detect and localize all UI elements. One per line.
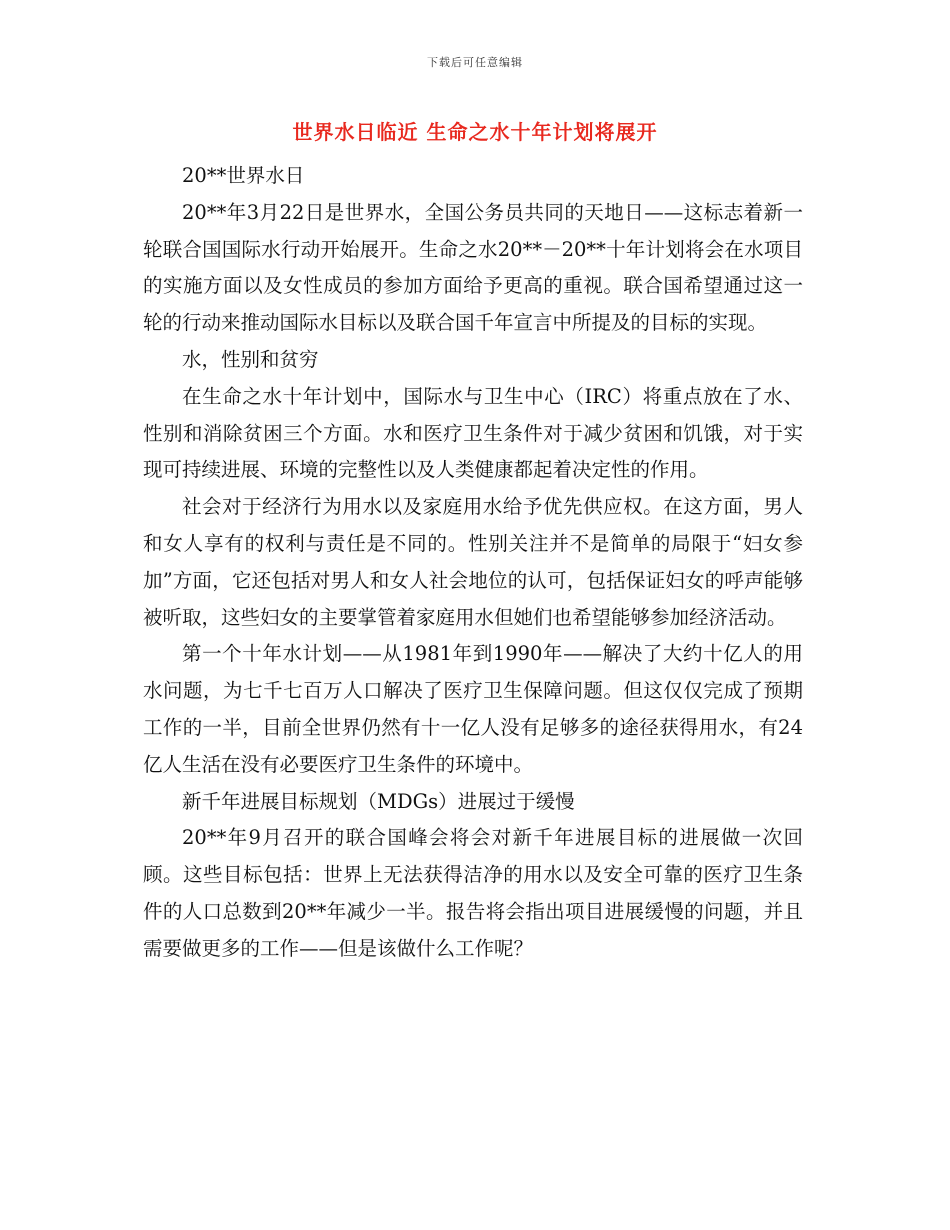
document-title: 世界水日临近 生命之水十年计划将展开 — [292, 120, 658, 144]
paragraph-first-decade: 第一个十年水计划——从1981年到1990年——解决了大约十亿人的用水问题，为七千七百万人口解决了医疗卫生保障问题。但这仅仅完成了预期工作的一半，目前全世界仍然有十一亿人没有足够多的途径获得用水，有24亿人生活在没有必要医疗卫生条件的环境中。 — [143, 642, 803, 776]
paragraph-gender-rights: 社会对于经济行为用水以及家庭用水给予优先供应权。在这方面，男人和女人享有的权利与责任是不同的。性别关注并不是简单的局限于“妇女参加”方面，它还包括对男人和女人社会地位的认可，包括保证妇女的呼声能够被听取，这些妇女的主要掌管着家庭用水但她们也希望能够参加经济活动。 — [143, 495, 803, 629]
subheading-world-water-day: 20**世界水日 — [182, 164, 305, 187]
paragraph-un-summit: 20**年9月召开的联合国峰会将会对新千年进展目标的进展做一次回顾。这些目标包括：世界上无法获得洁净的用水以及安全可靠的医疗卫生条件的人口总数到20**年减少一半。报告将会指出项目进展缓慢的问题，并且需要做更多的工作——但是该做什么工作呢？ — [143, 826, 803, 960]
paragraph-intro: 20**年3月22日是世界水，全国公务员共同的天地日——这标志着新一轮联合国国际水行动开始展开。生命之水20**－20**十年计划将会在水项目的实施方面以及女性成员的参加方面给予更高的重视。联合国希望通过这一轮的行动来推动国际水目标以及联合国千年宣言中所提及的目标的实现。 — [143, 200, 803, 335]
subheading-mdgs: 新千年进展目标规划（MDGs）进展过于缓慢 — [182, 789, 575, 813]
subheading-water-gender-poverty: 水，性别和贫穷 — [182, 347, 319, 371]
header-note: 下载后可任意编辑 — [427, 56, 523, 69]
document-body — [143, 158, 803, 968]
paragraph-irc-focus: 在生命之水十年计划中，国际水与卫生中心（IRC）将重点放在了水、性别和消除贫困三个方面。水和医疗卫生条件对于减少贫困和饥饿，对于实现可持续进展、环境的完整性以及人类健康都起着决定性的作用。 — [143, 384, 803, 482]
